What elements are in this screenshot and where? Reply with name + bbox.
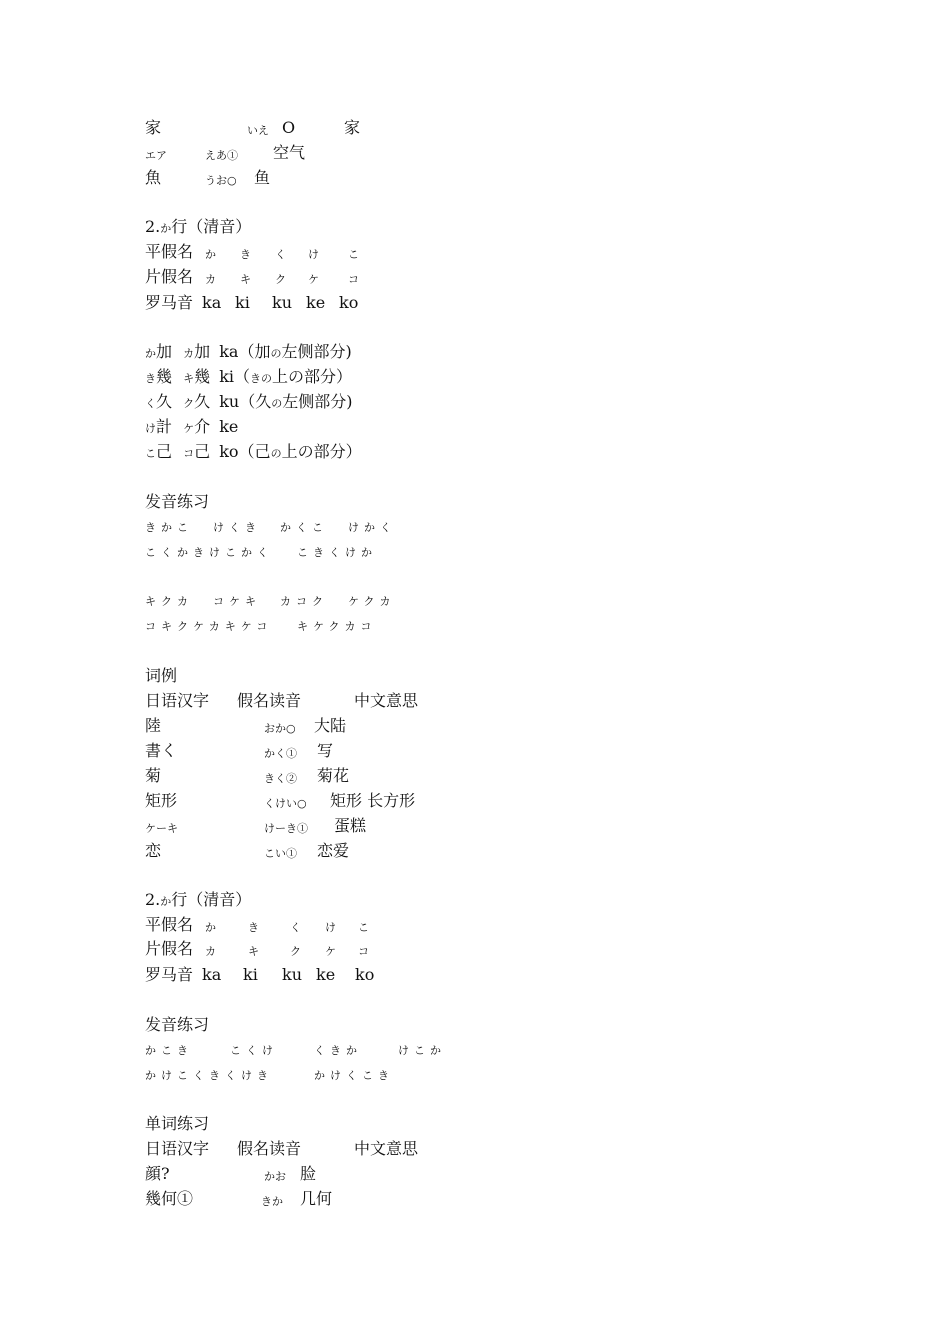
- origin-romaji: ka: [219, 342, 239, 361]
- romaji-cell: ko: [339, 293, 359, 312]
- origin-katakana: ク: [183, 397, 195, 410]
- origin-note: （己: [238, 442, 271, 461]
- origin-note-kana: の: [270, 347, 282, 360]
- origin-katakana: カ: [183, 347, 195, 360]
- example-kana: おか○: [264, 722, 296, 735]
- kana-cell: キ: [240, 273, 251, 286]
- word-kanji: 家: [145, 118, 162, 137]
- examples-title: 单词练习: [145, 1114, 210, 1133]
- kana-cell: き: [240, 248, 251, 261]
- origin-hiragana: か: [145, 347, 156, 360]
- origin-katakana-source: 幾: [194, 367, 211, 386]
- origin-katakana: ケ: [183, 422, 195, 435]
- example-kana: けーき①: [264, 822, 308, 835]
- word-meaning: 鱼: [254, 168, 271, 187]
- origin-hiragana: こ: [145, 447, 156, 460]
- row-label: 罗马音: [145, 293, 194, 312]
- heading-text: 行（清音）: [171, 890, 252, 909]
- header-meaning: 中文意思: [354, 1139, 419, 1158]
- header-kanji: 日语汉字: [145, 1139, 210, 1158]
- example-kanji: 菊: [145, 766, 162, 785]
- practice-word: かけくこき: [314, 1069, 394, 1082]
- origin-note-kana: きの: [250, 372, 273, 385]
- example-kana: くけい○: [264, 797, 307, 810]
- kana-cell: ケ: [325, 945, 336, 958]
- romaji-cell: ki: [243, 965, 258, 984]
- kana-cell: こ: [348, 248, 359, 261]
- practice-word: コキクケカキケコ: [145, 620, 273, 633]
- word-kana: えあ①: [205, 149, 238, 162]
- example-kana: きく②: [264, 772, 297, 785]
- kana-cell: キ: [248, 945, 259, 958]
- example-kanji: 幾何①: [145, 1189, 194, 1208]
- practice-title: 发音练习: [145, 1015, 210, 1034]
- kana-cell: こ: [358, 921, 369, 934]
- origin-katakana-source: 介: [194, 417, 211, 436]
- header-kana: 假名读音: [237, 1139, 302, 1158]
- example-kana: こい①: [264, 847, 297, 860]
- romaji-cell: ke: [316, 965, 336, 984]
- practice-word: こきくけか: [297, 546, 377, 559]
- word-kana: うお○: [205, 174, 237, 187]
- heading-text: 行（清音）: [171, 217, 252, 236]
- origin-row: [145, 342, 352, 364]
- origin-hiragana: く: [145, 397, 156, 410]
- practice-word: コケキ: [213, 595, 261, 608]
- word-meaning: 空气: [273, 143, 306, 162]
- origin-note: （久: [239, 392, 272, 411]
- example-meaning: 脸: [300, 1164, 317, 1183]
- example-kana: きか: [261, 1195, 283, 1208]
- romaji-cell: ke: [306, 293, 326, 312]
- romaji-cell: ko: [355, 965, 375, 984]
- example-meaning: 菊花: [317, 766, 350, 785]
- heading-number: 2.: [145, 890, 161, 909]
- word-meaning: 家: [344, 118, 361, 137]
- origin-row: [145, 442, 362, 464]
- section-heading: [145, 890, 251, 912]
- heading-kana: か: [160, 222, 172, 235]
- origin-katakana-source: 己: [194, 442, 211, 461]
- origin-katakana: コ: [183, 447, 195, 460]
- kana-cell: コ: [358, 945, 369, 958]
- origin-hiragana: け: [145, 422, 156, 435]
- origin-romaji: ko: [219, 442, 239, 461]
- kana-cell: カ: [205, 945, 216, 958]
- kana-cell: ク: [290, 945, 301, 958]
- origin-note-rest: 左侧部分): [282, 392, 353, 411]
- origin-note-rest: 上の部分）: [272, 367, 353, 386]
- kana-cell: ケ: [308, 273, 319, 286]
- example-kana: かく①: [264, 747, 297, 760]
- origin-romaji: ku: [219, 392, 240, 411]
- practice-word: キクカ: [145, 595, 193, 608]
- practice-word: かこき: [145, 1044, 193, 1057]
- word-kanji: エア: [145, 149, 167, 162]
- practice-word: けこか: [398, 1044, 446, 1057]
- origin-katakana: キ: [183, 372, 195, 385]
- kana-cell: か: [205, 921, 216, 934]
- header-meaning: 中文意思: [354, 691, 419, 710]
- header-kanji: 日语汉字: [145, 691, 210, 710]
- kana-cell: き: [248, 921, 259, 934]
- example-kanji: 書く: [145, 741, 178, 760]
- origin-row: [145, 367, 352, 389]
- practice-word: きかこ: [145, 521, 193, 534]
- practice-word: くきか: [314, 1044, 362, 1057]
- practice-word: けかく: [348, 521, 396, 534]
- practice-word: かくこ: [280, 521, 328, 534]
- romaji-cell: ka: [202, 965, 222, 984]
- example-meaning: 矩形 长方形: [330, 791, 416, 810]
- origin-hiragana-source: 久: [156, 392, 173, 411]
- row-label: 平假名: [145, 915, 194, 934]
- origin-katakana-source: 久: [194, 392, 211, 411]
- example-kanji: 恋: [145, 841, 162, 860]
- practice-word: かけこくきくけき: [145, 1069, 273, 1082]
- practice-word: キケクカコ: [297, 620, 377, 633]
- origin-hiragana-source: 己: [156, 442, 173, 461]
- romaji-cell: ka: [202, 293, 222, 312]
- kana-cell: け: [325, 921, 336, 934]
- heading-number: 2.: [145, 217, 161, 236]
- practice-word: ケクカ: [348, 595, 396, 608]
- example-kanji: 顔?: [145, 1164, 170, 1183]
- example-meaning: 恋爱: [317, 841, 350, 860]
- kana-cell: く: [275, 248, 286, 261]
- romaji-cell: ki: [235, 293, 250, 312]
- origin-note: （: [234, 367, 251, 386]
- romaji-cell: ku: [272, 293, 292, 312]
- romaji-cell: ku: [282, 965, 302, 984]
- origin-row: [145, 417, 238, 439]
- example-kana: かお: [264, 1170, 286, 1183]
- origin-note-kana: の: [270, 447, 282, 460]
- origin-hiragana-source: 加: [156, 342, 173, 361]
- origin-note-kana: の: [271, 397, 283, 410]
- row-label: 罗马音: [145, 965, 194, 984]
- word-accent: O: [282, 118, 296, 137]
- section-heading: [145, 217, 251, 239]
- origin-romaji: ke: [219, 417, 239, 436]
- practice-word: カコク: [280, 595, 328, 608]
- origin-note: （加: [238, 342, 271, 361]
- origin-romaji: ki: [219, 367, 235, 386]
- example-kanji: 陸: [145, 716, 162, 735]
- practice-word: こくけ: [230, 1044, 278, 1057]
- word-kana: いえ: [247, 124, 269, 137]
- row-label: 平假名: [145, 242, 194, 261]
- kana-cell: カ: [205, 273, 216, 286]
- kana-cell: コ: [348, 273, 359, 286]
- header-kana: 假名读音: [237, 691, 302, 710]
- row-label: 片假名: [145, 939, 194, 958]
- heading-kana: か: [160, 895, 172, 908]
- kana-cell: か: [205, 248, 216, 261]
- example-kanji: ケーキ: [145, 822, 178, 835]
- origin-hiragana-source: 計: [156, 417, 173, 436]
- example-meaning: 大陆: [314, 716, 347, 735]
- word-kanji: 魚: [145, 168, 162, 187]
- kana-cell: く: [290, 921, 301, 934]
- example-meaning: 写: [317, 741, 334, 760]
- practice-word: けくき: [213, 521, 261, 534]
- practice-title: 发音练习: [145, 492, 210, 511]
- origin-row: [145, 392, 352, 414]
- origin-hiragana-source: 幾: [156, 367, 173, 386]
- practice-word: こくかきけこかく: [145, 546, 273, 559]
- origin-katakana-source: 加: [194, 342, 211, 361]
- examples-title: 词例: [145, 666, 178, 685]
- kana-cell: ク: [275, 273, 286, 286]
- origin-note-rest: 左侧部分): [281, 342, 352, 361]
- origin-hiragana: き: [145, 372, 156, 385]
- example-meaning: 几何: [300, 1189, 333, 1208]
- origin-note-rest: 上の部分）: [281, 442, 362, 461]
- example-meaning: 蛋糕: [334, 816, 367, 835]
- row-label: 片假名: [145, 267, 194, 286]
- kana-cell: け: [308, 248, 319, 261]
- example-kanji: 矩形: [145, 791, 178, 810]
